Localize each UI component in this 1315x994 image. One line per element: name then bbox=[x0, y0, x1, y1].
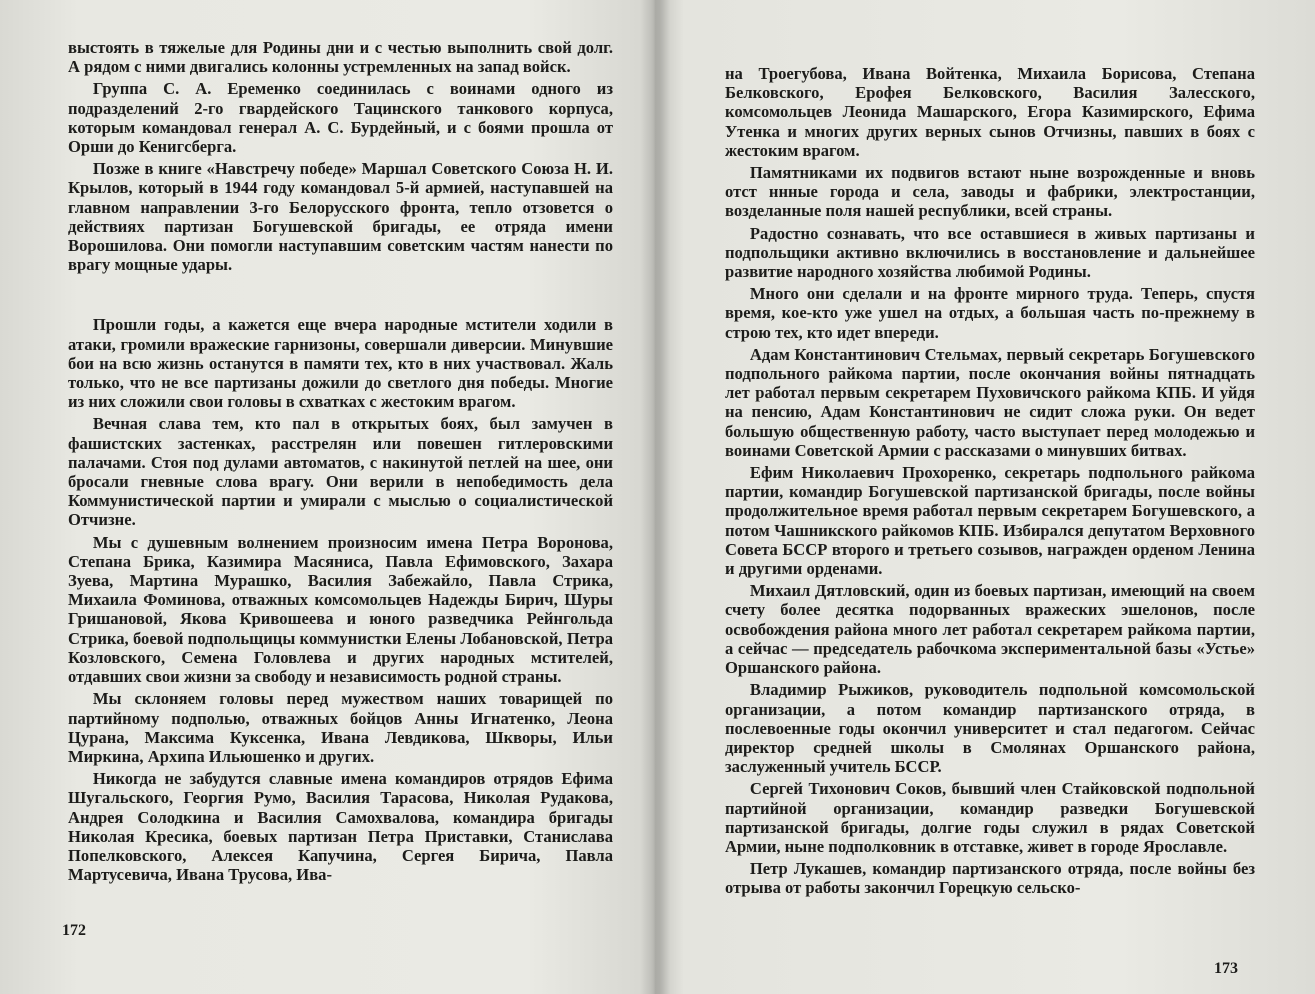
book-gutter bbox=[640, 0, 670, 994]
left-page bbox=[68, 38, 613, 887]
section-gap bbox=[68, 277, 613, 315]
paragraph: Радостно сознавать, что все оставшиеся в живых партизаны и подпольщики активно включились в восстановление и дальнейшее развитие народного хозяйства любимой Родины. bbox=[725, 223, 1255, 282]
paragraph: Владимир Рыжиков, руководитель подпольной комсомольской организации, а потом командир партизанского отряда, в послевоенные годы окончил университет и стал педагогом. Сейчас директор средней школы в Смолянах Оршанского района, заслуженный учитель БССР. bbox=[725, 680, 1255, 777]
paragraph: Мы склоняем головы перед мужеством наших товарищей по партийному подполью, отважных бойцов Анны Игнатенко, Леона Цурана, Максима Куксенка, Ивана Левдикова, Шкворы, Ильи Миркина, Архипа Ильюшенко и других. bbox=[68, 689, 613, 766]
paragraph: Много они сделали и на фронте мирного труда. Теперь, спустя время, кое-кто уже ушел на отдых, а большая часть по-прежнему в строю тех, кто идет впереди. bbox=[725, 284, 1255, 342]
paragraph: Никогда не забудутся славные имена командиров отрядов Ефима Шугальского, Георгия Румо, Василия Тарасова, Николая Рудакова, Андрея Солодкина и Василия Самохвалова, командира бригады Николая Кресика, боевых партизан Петра Приставки, Станислава Попелковского, Алексея Капучина, Сергея Бирича, Павла Мартусевича, Ивана Трусова, Ива- bbox=[68, 769, 613, 885]
page-number-left: 172 bbox=[62, 922, 86, 939]
paragraph: Позже в книге «Навстречу победе» Маршал Советского Союза Н. И. Крылов, который в 1944 году командовал 5-й армией, наступавшей на главном направлении 3-го Белорусского фронта, тепло отзовется о действиях партизан Богушевской бригады, ее отряда имени Ворошилова. Они помогли наступавшим советским частям нанести по врагу мощные удары. bbox=[68, 159, 613, 275]
paragraph: Сергей Тихонович Соков, бывший член Стайковской подпольной партийной организации, командир разведки Богушевской партизанской бригады, долгие годы служил в рядах Советской Армии, ныне подполковник в отставке, живет в городе Ярославле. bbox=[725, 779, 1255, 856]
paragraph: Вечная слава тем, кто пал в открытых боях, был замучен в фашистских застенках, расстрелян или повешен гитлеровскими палачами. Стоя под дулами автоматов, с накинутой петлей на шее, они бросали гневные слова врагу. Они верили в непобедимость дела Коммунистической партии и умирали с мыслью о социалистической Отчизне. bbox=[68, 414, 613, 530]
paragraph: Мы с душевным волнением произносим имена Петра Воронова, Степана Брика, Казимира Масяниса, Павла Ефимовского, Захара Зуева, Мартина Мурашко, Василия Забежайло, Павла Стрика, Михаила Фоминова, отважных комсомольцев Надежды Бирич, Шуры Гришановой, Якова Кривошеева и юного разведчика Рейнгольда Стрика, боевой подпольщицы коммунистки Елены Лобановской, Петра Козловского, Семена Головлева и других народных мстителей, отдавших свои жизни за свободу и независимость родной страны. bbox=[68, 532, 613, 687]
paragraph: Памятниками их подвигов встают ныне возрожденные и вновь отст ннные города и села, заводы и фабрики, электростанции, возделанные поля нашей республики, всей страны. bbox=[725, 163, 1255, 221]
paragraph: Прошли годы, а кажется еще вчера народные мстители ходили в атаки, громили вражеские гарнизоны, совершали диверсии. Минувшие бои на всю жизнь останутся в памяти тех, кто в них участвовал. Жаль только, что не все партизаны дожили до светлого дня победы. Многие из них сложили свои головы в схватках с жестоким врагом. bbox=[68, 315, 613, 412]
paragraph: Ефим Николаевич Прохоренко, секретарь подпольного райкома партии, командир Богушевской партизанской бригады, после войны продолжительное время работал первым секретарем Богушевского, а потом Чашникского райкомов КПБ. Избирался депутатом Верховного Совета БССР второго и третьего созывов, награжден орденом Ленина и другими орденами. bbox=[725, 463, 1255, 579]
right-page bbox=[725, 64, 1255, 901]
paragraph: Адам Константинович Стельмах, первый секретарь Богушевского подпольного райкома партии, после окончания войны пятнадцать лет работал первым секретарем Пуховичского райкома КПБ. И уйдя на пенсию, Адам Константинович не сидит сложа руки. Он ведет большую общественную работу, часто выступает перед молодежью и воинами Советской Армии с рассказами о минувших битвах. bbox=[725, 344, 1255, 460]
paragraph: на Троегубова, Ивана Войтенка, Михаила Борисова, Степана Белковского, Ерофея Белковского, Василия Залесского, комсомольцев Леонида Машарского, Егора Казимирского, Ефима Утенка и многих других верных сынов Отчизны, павших в боях с жестоким врагом. bbox=[725, 64, 1255, 160]
paragraph: Михаил Дятловский, один из боевых партизан, имеющий на своем счету более десятка подорванных вражеских эшелонов, после освобождения района много лет работал секретарем райкома партии, а сейчас — председатель рабочкома экспериментальной базы «Устье» Оршанского района. bbox=[725, 581, 1255, 678]
paragraph: Группа С. А. Еременко соединилась с воинами одного из подразделений 2-го гвардейского Тацинского танкового корпуса, которым командовал генерал А. С. Бурдейный, и с боями прошла от Орши до Кенигсберга. bbox=[68, 79, 613, 157]
paragraph: выстоять в тяжелые для Родины дни и с честью выполнить свой долг. А рядом с ними двигались колонны устремленных на запад войск. bbox=[68, 38, 613, 77]
paragraph: Петр Лукашев, командир партизанского отряда, после войны без отрыва от работы закончил Горецкую сельско- bbox=[725, 859, 1255, 898]
page-number-right: 173 bbox=[1214, 960, 1238, 977]
